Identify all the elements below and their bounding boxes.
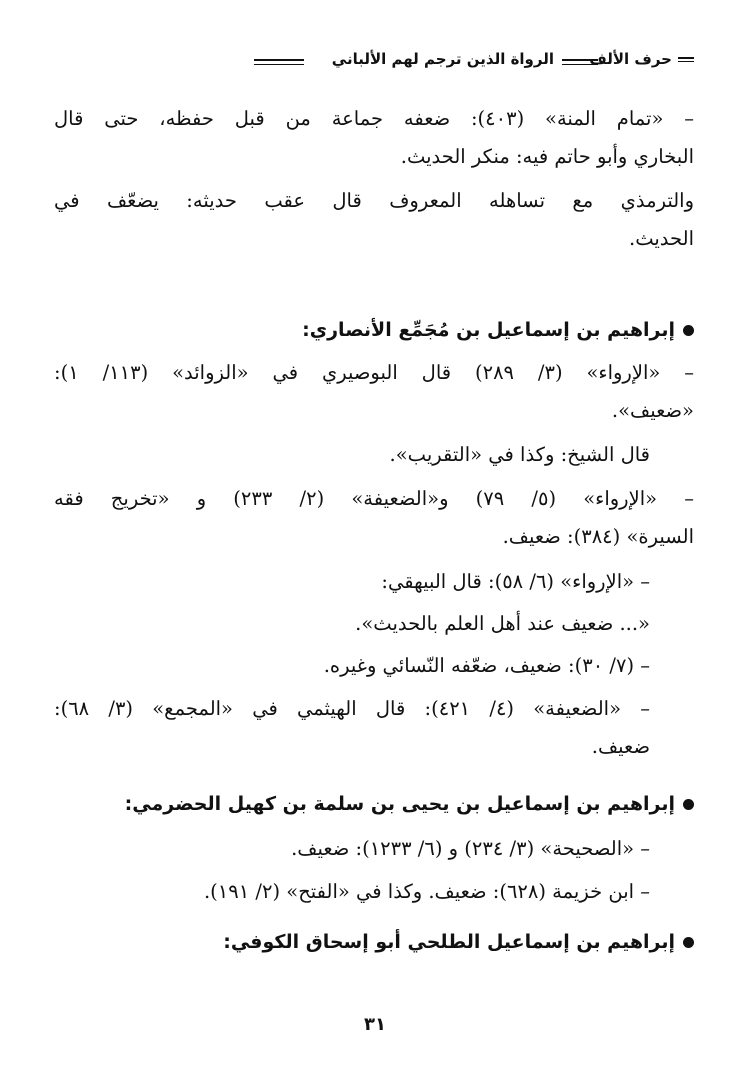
text-line: – «الإرواء» (٥/ ٧٩) و«الضعيفة» (٢/ ٢٣٣) و «تخريج فقه [54,487,694,510]
chapter-heading [589,50,694,68]
text-line: الحديث. [629,227,694,250]
text-paragraph [54,830,650,868]
text-paragraph [54,563,650,601]
text-paragraph [54,182,694,258]
narrator-name: إبراهيم بن إسماعيل الطلحي أبو إسحاق الكوفي: [223,931,675,953]
text-paragraph [54,605,650,643]
text-paragraph [54,436,650,474]
text-line: السيرة» (٣٨٤): ضعيف. [502,525,694,548]
text-line: – (٧/ ٣٠): ضعيف، ضعّفه النّسائي وغيره. [323,654,650,677]
text-line: «... ضعيف عند أهل العلم بالحديث». [355,612,650,635]
chapter-title: حرف الألف [589,50,672,68]
text-line: قال الشيخ: وكذا في «التقريب». [389,443,650,466]
bullet-icon [683,937,694,948]
text-paragraph [54,690,650,766]
bullet-icon [683,799,694,810]
text-line: – «الضعيفة» (٤/ ٤٢١): قال الهيثمي في «المجمع» (٣/ ٦٨): [54,697,650,720]
text-line: – ابن خزيمة (٦٢٨): ضعيف. وكذا في «الفتح» (٢/ ١٩١). [203,880,650,903]
text-line: – «الإرواء» (٣/ ٢٨٩) قال البوصيري في «الزوائد» (١١٣/ ١): [54,361,694,384]
text-line: البخاري وأبو حاتم فيه: منكر الحديث. [400,145,694,168]
running-header [52,46,694,76]
book-title: الرواة الذين ترجم لهم الألباني [331,50,554,68]
text-paragraph [54,354,694,430]
header-rule-marker [678,57,694,62]
text-line: والترمذي مع تساهله المعروف قال عقب حديثه: يضعّف في [54,189,694,212]
text-line: – «الصحيحة» (٣/ ٢٣٤) و (٦/ ١٢٣٣): ضعيف. [291,837,650,860]
bullet-icon [683,325,694,336]
text-paragraph [54,873,650,911]
narrator-name: إبراهيم بن إسماعيل بن يحيى بن سلمة بن كهيل الحضرمي: [124,793,675,815]
header-rule [254,59,304,65]
text-line: – «تمام المنة» (٤٠٣): ضعفه جماعة من قبل حفظه، حتى قال [54,107,694,130]
text-paragraph [54,480,694,556]
text-line: ضعيف. [591,735,650,758]
text-paragraph [54,100,694,176]
narrator-entry-heading [54,789,694,819]
text-line: – «الإرواء» (٦/ ٥٨): قال البيهقي: [381,570,650,593]
narrator-name: إبراهيم بن إسماعيل بن مُجَمِّع الأنصاري: [302,319,675,341]
text-paragraph [54,647,650,685]
header-rule [562,59,598,65]
page-number: ٣١ [364,1014,386,1035]
narrator-entry-heading [54,315,694,345]
narrator-entry-heading [54,927,694,957]
text-line: «ضعيف». [611,399,694,422]
